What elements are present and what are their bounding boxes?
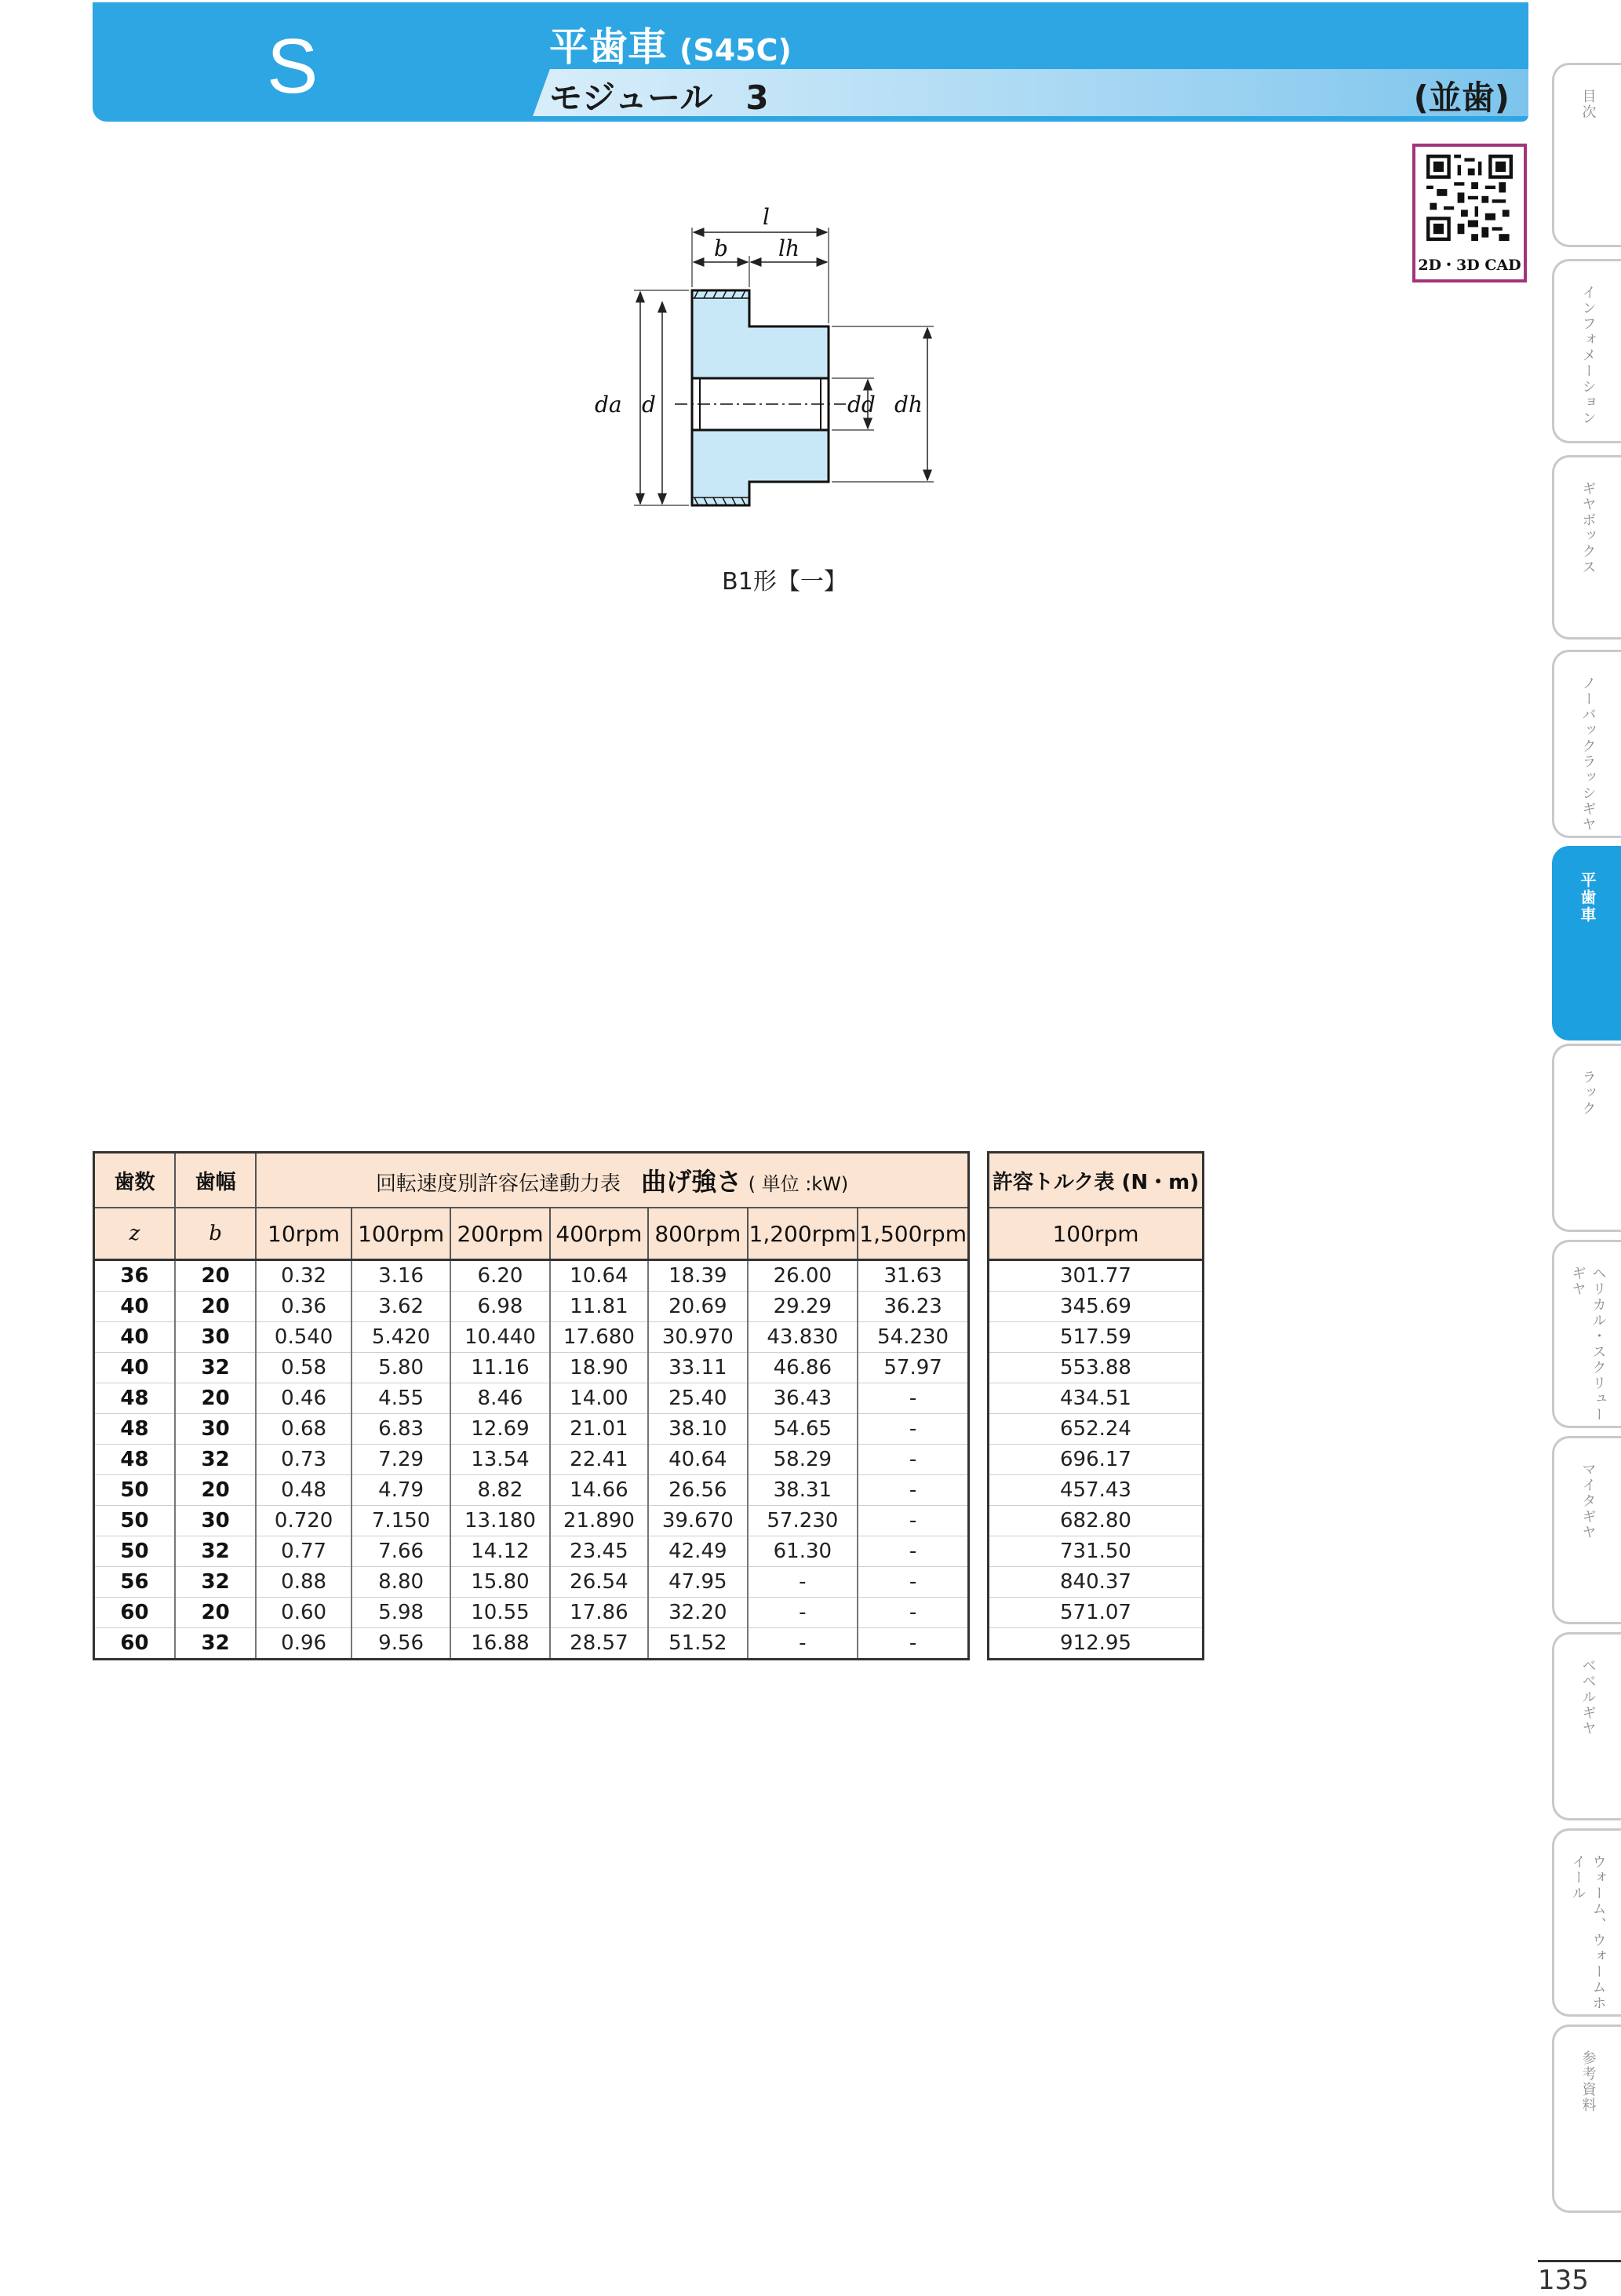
power-value-cell: 11.16 [450, 1353, 549, 1383]
table-row [94, 1506, 969, 1536]
teeth-count-cell: 50 [94, 1475, 175, 1506]
rpm-header: 1,500rpm [858, 1208, 968, 1260]
power-value-cell: 0.540 [256, 1322, 352, 1353]
torque-header: 許容トルク表 (N・m) [989, 1153, 1204, 1208]
power-value-cell: 38.10 [648, 1414, 747, 1445]
power-value-cell: 13.180 [450, 1506, 549, 1536]
power-value-cell: 36.23 [858, 1292, 968, 1322]
face-width-cell: 32 [175, 1628, 256, 1660]
table-row [94, 1383, 969, 1414]
table-row [989, 1292, 1204, 1322]
dim-dh-label: dh [894, 392, 923, 417]
torque-value-cell: 301.77 [989, 1260, 1204, 1292]
page-number: 135 [1538, 2265, 1589, 2296]
power-value-cell: 3.16 [352, 1260, 450, 1292]
col-width-header: 歯幅 [175, 1153, 256, 1208]
power-value-cell: 17.86 [550, 1598, 648, 1628]
tab-helical[interactable]: ヘリカル・スクリューギヤ [1552, 1240, 1621, 1428]
power-value-cell: 7.66 [352, 1536, 450, 1567]
power-value-cell: 26.56 [648, 1475, 747, 1506]
table-row [989, 1353, 1204, 1383]
power-value-cell: 0.88 [256, 1567, 352, 1598]
torque-value-cell: 517.59 [989, 1322, 1204, 1353]
power-value-cell: 6.20 [450, 1260, 549, 1292]
power-value-cell: 39.670 [648, 1506, 747, 1536]
power-group-header: 回転速度別許容伝達動力表 曲げ強さ ( 単位 :kW) [256, 1153, 968, 1208]
teeth-count-cell: 56 [94, 1567, 175, 1598]
power-value-cell: 57.97 [858, 1353, 968, 1383]
face-width-cell: 32 [175, 1445, 256, 1475]
power-value-cell: 9.56 [352, 1628, 450, 1660]
rpm-header: 800rpm [648, 1208, 747, 1260]
torque-value-cell: 840.37 [989, 1567, 1204, 1598]
rpm-header: 10rpm [256, 1208, 352, 1260]
title-text: 平歯車 [549, 24, 667, 70]
power-value-cell: 15.80 [450, 1567, 549, 1598]
power-value-cell: 0.73 [256, 1445, 352, 1475]
face-width-cell: 32 [175, 1353, 256, 1383]
power-value-cell: 43.830 [748, 1322, 858, 1353]
face-width-cell: 30 [175, 1506, 256, 1536]
power-value-cell: 0.58 [256, 1353, 352, 1383]
power-value-cell: 0.46 [256, 1383, 352, 1414]
qr-code-icon [1426, 155, 1513, 241]
dim-b-label: b [714, 235, 728, 261]
col-teeth-symbol: z [94, 1208, 175, 1260]
table-row [989, 1414, 1204, 1445]
torque-value-cell: 682.80 [989, 1506, 1204, 1536]
face-width-cell: 32 [175, 1536, 256, 1567]
gear-cross-section-drawing [581, 204, 989, 534]
tooth-type-label: (並歯) [1413, 78, 1510, 117]
face-width-cell: 20 [175, 1260, 256, 1292]
qr-label: 2D・3D CAD [1418, 257, 1521, 274]
teeth-count-cell: 48 [94, 1414, 175, 1445]
material-text: (S45C) [679, 33, 792, 67]
dim-da-label: da [595, 392, 622, 417]
teeth-count-cell: 60 [94, 1598, 175, 1628]
power-value-cell: - [748, 1567, 858, 1598]
power-value-cell: 28.57 [550, 1628, 648, 1660]
table-row [94, 1567, 969, 1598]
dim-dd-label: dd [847, 392, 876, 417]
power-value-cell: 12.69 [450, 1414, 549, 1445]
face-width-cell: 20 [175, 1475, 256, 1506]
power-value-cell: 14.12 [450, 1536, 549, 1567]
power-value-cell: 0.60 [256, 1598, 352, 1628]
power-value-cell: 11.81 [550, 1292, 648, 1322]
table-row [989, 1628, 1204, 1660]
power-value-cell: 6.98 [450, 1292, 549, 1322]
rpm-header: 400rpm [550, 1208, 648, 1260]
teeth-count-cell: 48 [94, 1445, 175, 1475]
power-value-cell: - [858, 1475, 968, 1506]
power-value-cell: 7.150 [352, 1506, 450, 1536]
power-value-cell: 5.98 [352, 1598, 450, 1628]
tab-information[interactable]: インフォメーション [1552, 259, 1621, 443]
power-value-cell: 5.80 [352, 1353, 450, 1383]
power-value-cell: 54.65 [748, 1414, 858, 1445]
power-value-cell: 8.80 [352, 1567, 450, 1598]
teeth-count-cell: 36 [94, 1260, 175, 1292]
power-value-cell: 20.69 [648, 1292, 747, 1322]
table-row [94, 1598, 969, 1628]
tab-bevel[interactable]: ベベルギヤ [1552, 1632, 1621, 1820]
face-width-cell: 30 [175, 1322, 256, 1353]
rpm-header: 200rpm [450, 1208, 549, 1260]
torque-value-cell: 696.17 [989, 1445, 1204, 1475]
teeth-count-cell: 60 [94, 1628, 175, 1660]
dim-l-label: l [763, 204, 770, 230]
power-value-cell: 18.39 [648, 1260, 747, 1292]
table-row [989, 1383, 1204, 1414]
power-value-cell: 21.01 [550, 1414, 648, 1445]
table-row [94, 1414, 969, 1445]
power-value-cell: 13.54 [450, 1445, 549, 1475]
tab-miter[interactable]: マイタギヤ [1552, 1436, 1621, 1624]
tab-rack[interactable]: ラック [1552, 1044, 1621, 1232]
tab-gearbox[interactable]: ギヤボックス [1552, 455, 1621, 640]
face-width-cell: 32 [175, 1567, 256, 1598]
power-value-cell: 26.54 [550, 1567, 648, 1598]
tab-no-backlash[interactable]: ノーバックラッシギヤ [1552, 650, 1621, 838]
table-row [989, 1475, 1204, 1506]
table-row [989, 1567, 1204, 1598]
power-value-cell: 36.43 [748, 1383, 858, 1414]
power-value-cell: 10.64 [550, 1260, 648, 1292]
face-width-cell: 20 [175, 1292, 256, 1322]
power-value-cell: 8.82 [450, 1475, 549, 1506]
power-value-cell: 21.890 [550, 1506, 648, 1536]
power-value-cell: 29.29 [748, 1292, 858, 1322]
power-value-cell: 17.680 [550, 1322, 648, 1353]
series-letter: S [267, 23, 319, 109]
table-row [94, 1353, 969, 1383]
table-row [94, 1628, 969, 1660]
page-title [549, 16, 792, 72]
torque-value-cell: 457.43 [989, 1475, 1204, 1506]
power-value-cell: - [748, 1598, 858, 1628]
power-value-cell: 26.00 [748, 1260, 858, 1292]
tab-spur-gear[interactable]: 平歯車 [1552, 846, 1621, 1040]
tab-reference[interactable]: 参考資料 [1552, 2024, 1621, 2213]
power-value-cell: 0.77 [256, 1536, 352, 1567]
teeth-count-cell: 48 [94, 1383, 175, 1414]
power-value-cell: 46.86 [748, 1353, 858, 1383]
torque-value-cell: 434.51 [989, 1383, 1204, 1414]
power-value-cell: 0.36 [256, 1292, 352, 1322]
power-table [93, 1151, 970, 1660]
teeth-count-cell: 40 [94, 1292, 175, 1322]
power-value-cell: 32.20 [648, 1598, 747, 1628]
power-value-cell: 0.48 [256, 1475, 352, 1506]
col-width-symbol: b [175, 1208, 256, 1260]
power-value-cell: - [858, 1567, 968, 1598]
power-value-cell: 4.79 [352, 1475, 450, 1506]
power-value-cell: 18.90 [550, 1353, 648, 1383]
table-row [94, 1475, 969, 1506]
power-value-cell: 8.46 [450, 1383, 549, 1414]
power-value-cell: - [858, 1383, 968, 1414]
torque-value-cell: 652.24 [989, 1414, 1204, 1445]
power-value-cell: 25.40 [648, 1383, 747, 1414]
power-value-cell: 5.420 [352, 1322, 450, 1353]
power-value-cell: 40.64 [648, 1445, 747, 1475]
power-value-cell: 16.88 [450, 1628, 549, 1660]
power-value-cell: 10.440 [450, 1322, 549, 1353]
power-value-cell: - [748, 1628, 858, 1660]
power-value-cell: 14.66 [550, 1475, 648, 1506]
teeth-count-cell: 40 [94, 1353, 175, 1383]
power-value-cell: - [858, 1414, 968, 1445]
table-row [989, 1598, 1204, 1628]
table-row [94, 1445, 969, 1475]
power-value-cell: 10.55 [450, 1598, 549, 1628]
power-value-cell: 3.62 [352, 1292, 450, 1322]
teeth-count-cell: 50 [94, 1536, 175, 1567]
torque-value-cell: 731.50 [989, 1536, 1204, 1567]
table-row [989, 1322, 1204, 1353]
power-value-cell: 23.45 [550, 1536, 648, 1567]
power-value-cell: 22.41 [550, 1445, 648, 1475]
dim-d-label: d [642, 392, 656, 417]
torque-value-cell: 345.69 [989, 1292, 1204, 1322]
power-value-cell: - [858, 1536, 968, 1567]
table-row [989, 1506, 1204, 1536]
torque-value-cell: 912.95 [989, 1628, 1204, 1660]
power-value-cell: 58.29 [748, 1445, 858, 1475]
power-value-cell: - [858, 1628, 968, 1660]
power-value-cell: 31.63 [858, 1260, 968, 1292]
torque-value-cell: 553.88 [989, 1353, 1204, 1383]
col-teeth-header: 歯数 [94, 1153, 175, 1208]
torque-rpm-header: 100rpm [989, 1208, 1204, 1260]
rpm-header: 1,200rpm [748, 1208, 858, 1260]
power-value-cell: 14.00 [550, 1383, 648, 1414]
power-value-cell: 4.55 [352, 1383, 450, 1414]
power-value-cell: 42.49 [648, 1536, 747, 1567]
rpm-header: 100rpm [352, 1208, 450, 1260]
power-value-cell: - [858, 1506, 968, 1536]
power-value-cell: 38.31 [748, 1475, 858, 1506]
torque-value-cell: 571.07 [989, 1598, 1204, 1628]
power-value-cell: - [858, 1598, 968, 1628]
tab-contents[interactable]: 目次 [1552, 63, 1621, 247]
module-label: モジュール 3 [549, 78, 769, 117]
face-width-cell: 20 [175, 1598, 256, 1628]
power-value-cell: 0.96 [256, 1628, 352, 1660]
power-value-cell: 57.230 [748, 1506, 858, 1536]
teeth-count-cell: 40 [94, 1322, 175, 1353]
table-row [94, 1260, 969, 1292]
power-value-cell: 51.52 [648, 1628, 747, 1660]
shape-caption: B1形【一】 [722, 568, 847, 596]
power-value-cell: 7.29 [352, 1445, 450, 1475]
table-row [94, 1292, 969, 1322]
teeth-count-cell: 50 [94, 1506, 175, 1536]
cad-qr-link[interactable] [1412, 144, 1527, 282]
table-row [989, 1445, 1204, 1475]
power-value-cell: 47.95 [648, 1567, 747, 1598]
power-value-cell: - [858, 1445, 968, 1475]
power-value-cell: 30.970 [648, 1322, 747, 1353]
table-row [94, 1322, 969, 1353]
face-width-cell: 20 [175, 1383, 256, 1414]
power-value-cell: 61.30 [748, 1536, 858, 1567]
power-value-cell: 33.11 [648, 1353, 747, 1383]
dim-lh-label: lh [778, 235, 800, 261]
table-row [94, 1536, 969, 1567]
torque-table [987, 1151, 1204, 1660]
power-value-cell: 0.68 [256, 1414, 352, 1445]
power-value-cell: 6.83 [352, 1414, 450, 1445]
table-row [989, 1536, 1204, 1567]
power-value-cell: 54.230 [858, 1322, 968, 1353]
face-width-cell: 30 [175, 1414, 256, 1445]
tab-worm[interactable]: ウォーム、ウォームホイール [1552, 1828, 1621, 2017]
power-value-cell: 0.32 [256, 1260, 352, 1292]
power-value-cell: 0.720 [256, 1506, 352, 1536]
table-row [989, 1260, 1204, 1292]
